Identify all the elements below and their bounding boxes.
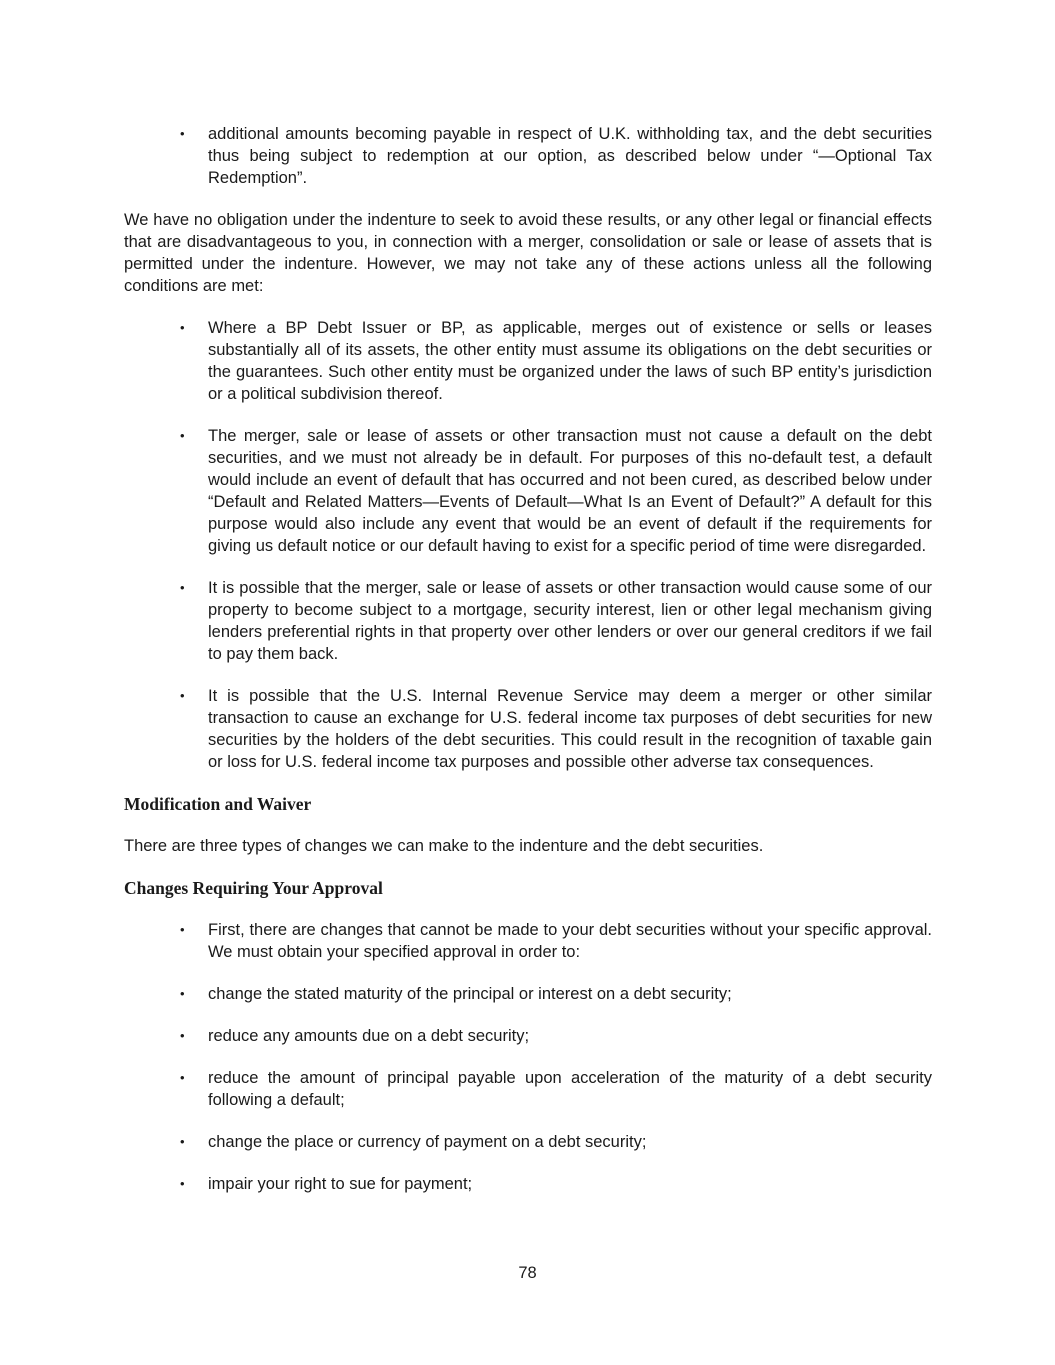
bullet-icon: • <box>180 688 185 703</box>
list-item <box>124 685 932 773</box>
section-heading: Modification and Waiver <box>124 794 312 814</box>
list-item <box>124 919 932 963</box>
list-item <box>124 123 932 189</box>
bullet-icon: • <box>180 986 185 1001</box>
list-item <box>124 425 932 557</box>
top-bullet-list <box>124 123 932 189</box>
list-item <box>124 577 932 665</box>
list-item-text: reduce any amounts due on a debt security; <box>208 1027 530 1045</box>
bullet-icon: • <box>180 320 185 335</box>
list-item-text: reduce the amount of principal payable upon acceleration of the maturity of a debt security following a default; <box>208 1069 932 1109</box>
bullet-icon: • <box>180 1028 185 1043</box>
list-item <box>124 1131 932 1153</box>
section-paragraph: There are three types of changes we can make to the indenture and the debt securities. <box>124 837 764 855</box>
conditions-list <box>124 317 932 773</box>
list-item-text: impair your right to sue for payment; <box>208 1175 473 1193</box>
list-item-text: The merger, sale or lease of assets or other transaction must not cause a default on the debt securities, and we must not already be in default. For purposes of this no-default test, a default would include an event of default that has occurred and not been cured, as described below under “Default and Related Matters—Events of Default—What Is an Event of Default?” A default for this purpose would also include any event that would be an event of default if the requirements for giving us default notice or our default having to exist for a specific period of time were disregarded. <box>208 427 932 555</box>
list-item-text: additional amounts becoming payable in respect of U.K. withholding tax, and the debt securities thus being subject to redemption at our option, as described below under “—Optional Tax Redemption”. <box>208 125 932 187</box>
list-item <box>124 317 932 405</box>
approval-list <box>124 919 932 1195</box>
list-item-text: change the stated maturity of the principal or interest on a debt security; <box>208 985 732 1003</box>
list-item-text: Where a BP Debt Issuer or BP, as applicable, merges out of existence or sells or leases substantially all of its assets, the other entity must assume its obligations on the debt securities or the guarantees. Such other entity must be organized under the laws of such BP entity’s jurisdiction or a political subdivision thereof. <box>208 319 932 403</box>
page-content <box>124 123 932 1215</box>
list-item-text: change the place or currency of payment on a debt security; <box>208 1133 647 1151</box>
intro-paragraph: We have no obligation under the indenture to seek to avoid these results, or any other legal or financial effects that are disadvantageous to you, in connection with a merger, consolidation or sale or lease of assets that is permitted under the indenture. However, we may not take any of these actions unless all the following conditions are met: <box>124 211 932 295</box>
list-item-text: First, there are changes that cannot be made to your debt securities without your specific approval. We must obtain your specified approval in order to: <box>208 921 932 961</box>
bullet-icon: • <box>180 1176 185 1191</box>
subsection-heading: Changes Requiring Your Approval <box>124 878 383 898</box>
list-item <box>124 1173 932 1195</box>
list-item <box>124 1025 932 1047</box>
bullet-icon: • <box>180 580 185 595</box>
bullet-icon: • <box>180 1134 185 1149</box>
list-item-text: It is possible that the U.S. Internal Revenue Service may deem a merger or other similar transaction to cause an exchange for U.S. federal income tax purposes of debt securities for new securities by the holders of the debt securities. This could result in the recognition of taxable gain or loss for U.S. federal income tax purposes and possible other adverse tax consequences. <box>208 687 932 771</box>
bullet-icon: • <box>180 1070 185 1085</box>
bullet-icon: • <box>180 428 185 443</box>
list-item <box>124 1067 932 1111</box>
bullet-icon: • <box>180 922 185 937</box>
page-number: 78 <box>518 1264 537 1282</box>
list-item-text: It is possible that the merger, sale or lease of assets or other transaction would cause some of our property to become subject to a mortgage, security interest, lien or other legal mechanism giving lenders preferential rights in that property over other lenders or over our general creditors if we fail to pay them back. <box>208 579 932 663</box>
bullet-icon: • <box>180 126 185 141</box>
list-item <box>124 983 932 1005</box>
